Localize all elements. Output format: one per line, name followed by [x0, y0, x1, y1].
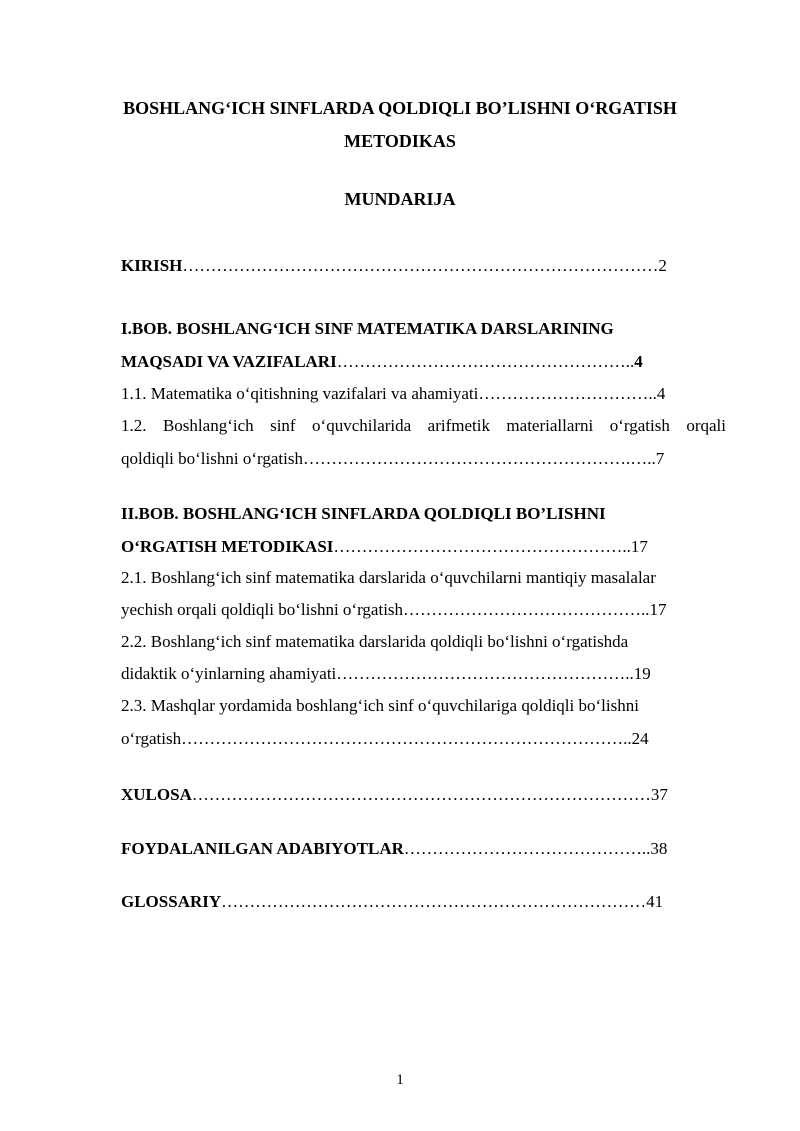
- toc-entry-label: MAQSADI VA VAZIFALARI: [121, 352, 337, 371]
- toc-leader-dots: ……………………………………………………………………..: [181, 729, 632, 748]
- document-title-line-2: METODIKAS: [344, 131, 456, 151]
- toc-entry-kirish: [121, 250, 726, 282]
- toc-page-number: 17: [630, 537, 648, 556]
- toc-entry-label: FOYDALANILGAN ADABIYOTLAR: [121, 839, 404, 858]
- toc-entry-2-3-line1: 2.3. Mashqlar yordamida boshlang‘ich sinf o‘quvchilariga qoldiqli bo‘lishni: [121, 696, 639, 715]
- toc-entry-label: XULOSA: [121, 785, 192, 804]
- page-number: 1: [396, 1072, 404, 1088]
- toc-entry-label: 1.1. Matematika o‘qitishning vazifalari va ahamiyati: [121, 384, 479, 403]
- toc-leader-dots: ……………………………………………..: [336, 664, 634, 683]
- toc-entry-2-3-line2: [121, 723, 726, 755]
- toc-entry-adabiyotlar: [121, 833, 726, 865]
- toc-page-number: 4: [634, 352, 643, 371]
- toc-page-number: 41: [646, 892, 664, 911]
- toc-heading: MUNDARIJA: [344, 189, 456, 209]
- toc-entry-bob1-line1: I.BOB. BOSHLANG‘ICH SINF MATEMATIKA DARSLARINING: [121, 319, 614, 338]
- toc-entry-bob2-line1: II.BOB. BOSHLANG‘ICH SINFLARDA QOLDIQLI BO’LISHNI: [121, 504, 606, 523]
- toc-entry-2-2-line1: 2.2. Boshlang‘ich sinf matematika darslarida qoldiqli bo‘lishni o‘rgatishda: [121, 632, 629, 651]
- toc-entry-2-1-line1: 2.1. Boshlang‘ich sinf matematika darslarida o‘quvchilarni mantiqiy masalalar: [121, 568, 656, 587]
- toc-leader-dots: …………………………..: [478, 384, 657, 403]
- toc-entry-label: didaktik o‘yinlarning ahamiyati: [121, 664, 337, 683]
- toc-entry-label: o‘rgatish: [121, 729, 182, 748]
- toc-leader-dots: ………………………………………………….…..: [302, 449, 656, 468]
- toc-entry-glossariy: [121, 886, 726, 918]
- toc-leader-dots: ……………………………………………..: [333, 537, 631, 556]
- toc-entry-1-1: [121, 378, 726, 410]
- toc-entry-label: yechish orqali qoldiqli bo‘lishni o‘rgatish: [121, 600, 404, 619]
- toc-leader-dots: …………………………………………………………………: [221, 892, 647, 911]
- toc-entry-label: KIRISH: [121, 256, 183, 275]
- toc-entry-1-2-line2: [121, 443, 726, 475]
- toc-leader-dots: ……………………………………..: [403, 600, 650, 619]
- toc-leader-dots: ……………………………………..: [403, 839, 651, 858]
- toc-page-number: 38: [650, 839, 668, 858]
- toc-page-number: 2: [658, 256, 667, 275]
- toc-entry-1-2-line1: 1.2. Boshlang‘ich sinf o‘quvchilarida arifmetik materiallarni o‘rgatish orqali: [121, 416, 726, 435]
- toc-leader-dots: ……………………………………………..: [336, 352, 635, 371]
- document-title-line-1: BOSHLANG‘ICH SINFLARDA QOLDIQLI BO’LISHNI O‘RGATISH: [123, 98, 677, 118]
- toc-entry-xulosa: [121, 779, 726, 811]
- toc-page-number: 19: [633, 664, 651, 683]
- toc-page-number: 24: [631, 729, 649, 748]
- toc-page-number: 4: [656, 384, 666, 403]
- toc-leader-dots: ………………………………………………………………………: [191, 785, 651, 804]
- toc-page-number: 17: [649, 600, 667, 619]
- toc-entry-label: GLOSSARIY: [121, 892, 222, 911]
- toc-page-number: 37: [650, 785, 668, 804]
- toc-entry-bob1-line2: [121, 346, 726, 378]
- toc-entry-2-2-line2: [121, 658, 726, 690]
- toc-leader-dots: …………………………………………………………………………: [182, 256, 659, 275]
- toc-entry-label: qoldiqli bo‘lishni o‘rgatish: [121, 449, 303, 468]
- toc-entry-2-1-line2: [121, 594, 726, 626]
- toc-page-number: 7: [655, 449, 665, 468]
- toc-entry-bob2-line2: [121, 531, 726, 563]
- toc-entry-label: O‘RGATISH METODIKASI: [121, 537, 334, 556]
